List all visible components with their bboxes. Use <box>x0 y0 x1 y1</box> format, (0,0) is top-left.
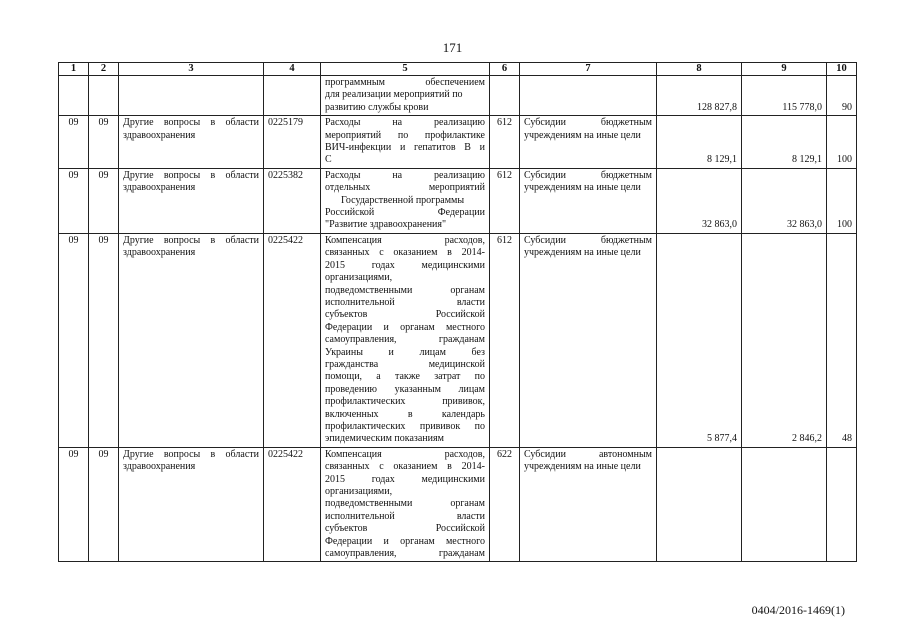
text-line: здравоохранения <box>123 182 196 194</box>
text-line: Украины и лицам без <box>325 346 485 358</box>
text-line: профилактических прививок, <box>325 396 485 408</box>
text-line: Субсидии бюджетным <box>524 234 652 246</box>
text-line: Субсидии бюджетным <box>524 117 652 129</box>
text-line: организациями, <box>325 272 393 284</box>
header-col-2: 2 <box>89 63 119 76</box>
text-line: здравоохранения <box>123 247 196 259</box>
header-col-10: 10 <box>827 63 857 76</box>
cell-section-name <box>119 168 264 233</box>
cell-executed: 115 778,0 <box>742 76 827 116</box>
cell-executed: 8 129,1 <box>742 116 827 169</box>
text-line: здравоохранения <box>123 129 196 141</box>
cell-percent: 100 <box>827 168 857 233</box>
cell-planned: 8 129,1 <box>657 116 742 169</box>
header-col-3: 3 <box>119 63 264 76</box>
cell-target-name <box>321 447 490 562</box>
cell-section: 09 <box>59 116 89 169</box>
cell-target-code: 0225422 <box>264 447 321 562</box>
text-line: для реализации мероприятий по <box>325 89 463 101</box>
text-line: Другие вопросы в области <box>123 448 259 460</box>
text-line: Федерации и органам местного <box>325 535 485 547</box>
text-line: помощи, а также затрат по <box>325 371 485 383</box>
header-col-5: 5 <box>321 63 490 76</box>
cell-section: 09 <box>59 233 89 447</box>
cell-section-name <box>119 76 264 116</box>
text-line: учреждениям на иные цели <box>524 247 641 259</box>
header-col-7: 7 <box>520 63 657 76</box>
text-line: субъектов Российской <box>325 309 485 321</box>
text-line: Российской Федерации <box>325 207 485 219</box>
text-line: 2015 годах медицинскими <box>325 259 485 271</box>
cell-expense-code: 622 <box>490 447 520 562</box>
document-code: 0404/2016-1469(1) <box>751 603 845 617</box>
cell-percent: 48 <box>827 233 857 447</box>
cell-section-name <box>119 116 264 169</box>
text-line: связанных с оказанием в 2014- <box>325 247 485 259</box>
cell-expense-code: 612 <box>490 116 520 169</box>
cell-percent: 100 <box>827 116 857 169</box>
cell-target-name <box>321 233 490 447</box>
text-line: исполнительной власти <box>325 510 485 522</box>
cell-executed: 2 846,2 <box>742 233 827 447</box>
text-line: Другие вопросы в области <box>123 234 259 246</box>
text-line: учреждениям на иные цели <box>524 182 641 194</box>
cell-expense-name <box>520 233 657 447</box>
cell-expense-code: 612 <box>490 168 520 233</box>
text-line: Расходы на реализацию <box>325 169 485 181</box>
header-col-6: 6 <box>490 63 520 76</box>
cell-target-code <box>264 76 321 116</box>
text-line: проведению указанным лицам <box>325 383 485 395</box>
cell-percent: 90 <box>827 76 857 116</box>
cell-planned: 128 827,8 <box>657 76 742 116</box>
text-line: учреждениям на иные цели <box>524 129 641 141</box>
header-col-4: 4 <box>264 63 321 76</box>
header-col-9: 9 <box>742 63 827 76</box>
cell-section: 09 <box>59 447 89 562</box>
header-col-1: 1 <box>59 63 89 76</box>
text-line: программным обеспечением <box>325 77 485 88</box>
text-line: развитию службы крови <box>325 101 429 113</box>
text-line: Компенсация расходов, <box>325 448 485 460</box>
cell-subsection <box>89 76 119 116</box>
text-line: здравоохранения <box>123 461 196 473</box>
cell-target-name <box>321 76 490 116</box>
cell-section-name <box>119 233 264 447</box>
text-line: самоуправления, гражданам <box>325 548 485 560</box>
text-line: самоуправления, гражданам <box>325 334 485 346</box>
text-line: включенных в календарь <box>325 408 485 420</box>
cell-subsection: 09 <box>89 168 119 233</box>
cell-expense-name <box>520 168 657 233</box>
cell-subsection: 09 <box>89 447 119 562</box>
cell-subsection: 09 <box>89 116 119 169</box>
page-number: 171 <box>442 40 463 55</box>
header-col-8: 8 <box>657 63 742 76</box>
text-line: гражданства медицинской <box>325 358 485 370</box>
table-row <box>59 233 857 447</box>
text-line: связанных с оказанием в 2014- <box>325 461 485 473</box>
text-line: учреждениям на иные цели <box>524 461 641 473</box>
cell-expense-name <box>520 116 657 169</box>
text-line: организациями, <box>325 486 393 497</box>
cell-expense-name <box>520 76 657 116</box>
header-row <box>59 63 857 76</box>
cell-subsection: 09 <box>89 233 119 447</box>
text-line: С <box>325 154 332 166</box>
text-line: Другие вопросы в области <box>123 117 259 129</box>
cell-target-code: 0225179 <box>264 116 321 169</box>
cell-planned <box>657 447 742 562</box>
cell-target-name <box>321 168 490 233</box>
text-line: Расходы на реализацию <box>325 117 485 129</box>
text-line: Государственной программы <box>341 194 465 206</box>
cell-percent <box>827 447 857 562</box>
text-line: Компенсация расходов, <box>325 234 485 246</box>
cell-target-code: 0225382 <box>264 168 321 233</box>
cell-planned: 32 863,0 <box>657 168 742 233</box>
budget-table <box>58 62 857 562</box>
text-line: подведомственными органам <box>325 284 485 296</box>
cell-expense-code: 612 <box>490 233 520 447</box>
text-line: субъектов Российской <box>325 523 485 535</box>
table-row <box>59 76 857 116</box>
text-line: 2015 годах медицинскими <box>325 473 485 485</box>
cell-executed: 32 863,0 <box>742 168 827 233</box>
cell-executed <box>742 447 827 562</box>
table-row <box>59 168 857 233</box>
cell-planned: 5 877,4 <box>657 233 742 447</box>
cell-expense-name <box>520 447 657 562</box>
cell-section: 09 <box>59 168 89 233</box>
text-line: ВИЧ-инфекции и гепатитов В и <box>325 142 485 154</box>
text-line: Другие вопросы в области <box>123 169 259 181</box>
cell-section <box>59 76 89 116</box>
text-line: Федерации и органам местного <box>325 321 485 333</box>
text-line: "Развитие здравоохранения" <box>325 219 447 231</box>
cell-target-name <box>321 116 490 169</box>
cell-expense-code <box>490 76 520 116</box>
text-line: мероприятий по профилактике <box>325 129 485 141</box>
text-line: эпидемическим показаниям <box>325 433 444 445</box>
text-line: профилактических прививок по <box>325 420 485 432</box>
text-line: отдельных мероприятий <box>325 182 485 194</box>
text-line: исполнительной власти <box>325 296 485 308</box>
text-line: Субсидии бюджетным <box>524 169 652 181</box>
table-row <box>59 116 857 169</box>
text-line: Субсидии автономным <box>524 448 652 460</box>
cell-target-code: 0225422 <box>264 233 321 447</box>
cell-section-name <box>119 447 264 562</box>
text-line: подведомственными органам <box>325 498 485 510</box>
table-row <box>59 447 857 562</box>
